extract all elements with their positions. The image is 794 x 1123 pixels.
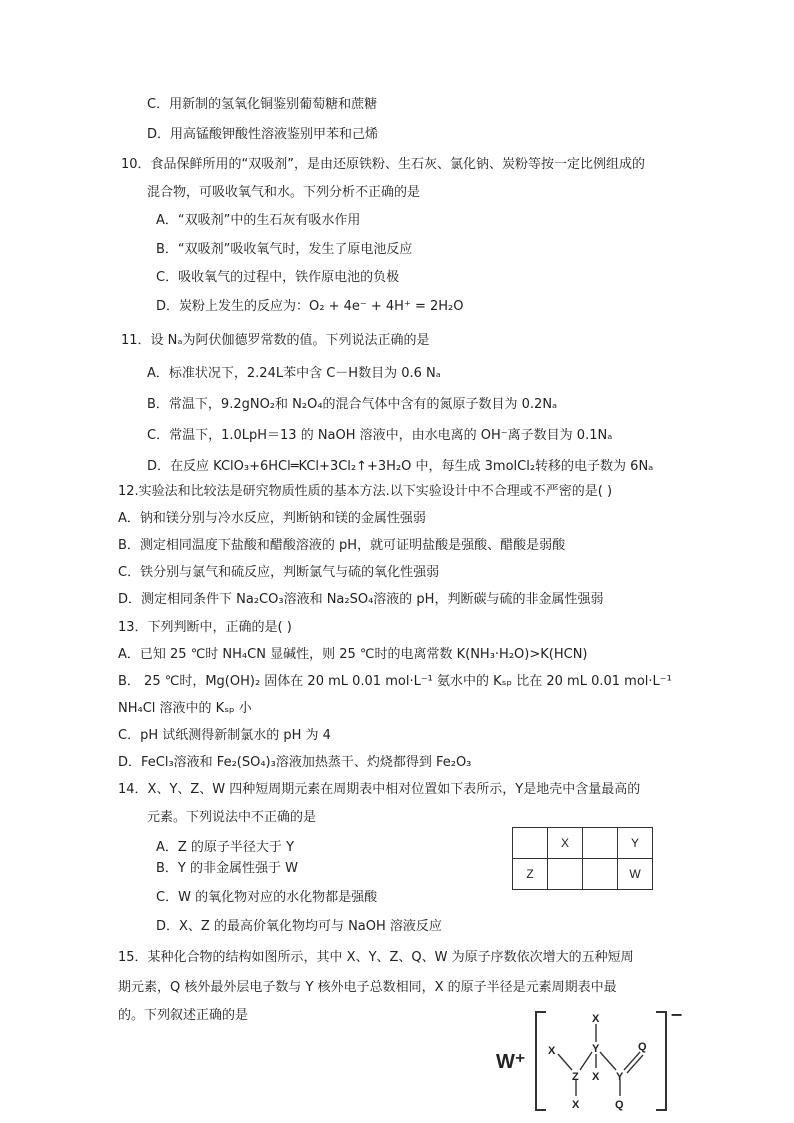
atom-x-bottom: X xyxy=(572,1099,580,1111)
q13-stem: 13．下列判断中，正确的是( ) xyxy=(118,620,292,635)
table-cell: Z xyxy=(513,859,548,890)
compound-structure-diagram xyxy=(490,1008,690,1116)
atom-y-right: Y xyxy=(616,1071,624,1083)
table-cell xyxy=(548,859,583,890)
q12-stem: 12.实验法和比较法是研究物质性质的基本方法.以下实验设计中不合理或不严密的是( ) xyxy=(118,484,613,499)
q12-option-c: C．铁分别与氯气和硫反应，判断氯气与硫的氧化性强弱 xyxy=(118,565,440,580)
q11-option-b: B．常温下，9.2gNO₂和 N₂O₄的混合气体中含有的氮原子数目为 0.2Nₐ xyxy=(147,397,558,412)
q12-option-d: D．测定相同条件下 Na₂CO₃溶液和 Na₂SO₄溶液的 pH，判断碳与硫的非金属性强弱 xyxy=(118,592,604,607)
atom-x-top: X xyxy=(592,1013,600,1025)
table-cell xyxy=(583,859,618,890)
q14-option-a: A．Z 的原子半径大于 Y xyxy=(156,840,295,855)
q10-option-a: A．“双吸剂”中的生石灰有吸水作用 xyxy=(156,213,361,228)
table-row xyxy=(513,859,653,890)
table-row xyxy=(513,828,653,859)
q10-option-d: D．炭粉上发生的反应为：O₂ + 4e⁻ + 4H⁺ = 2H₂O xyxy=(156,299,464,314)
table-cell xyxy=(513,828,548,859)
q11-stem: 11．设 Nₐ为阿伏伽德罗常数的值。下列说法正确的是 xyxy=(121,333,430,348)
bond xyxy=(558,1054,572,1070)
q9-option-c: C．用新制的氢氧化铜鉴别葡萄糖和蔗糖 xyxy=(147,97,378,112)
q13-option-c: C．pH 试纸测得新制氯水的 pH 为 4 xyxy=(118,728,331,743)
q14-stem-line2: 元素。下列说法中不正确的是 xyxy=(147,810,317,825)
table-cell: W xyxy=(618,859,653,890)
atom-y-center: Y xyxy=(592,1043,600,1055)
q10-option-c: C．吸收氧气的过程中，铁作原电池的负极 xyxy=(156,270,400,285)
q15-stem-line1: 15．某种化合物的结构如图所示，其中 X、Y、Z、Q、W 为原子序数依次增大的五种短周 xyxy=(118,950,634,965)
q13-option-b-line2: NH₄Cl 溶液中的 Kₛₚ 小 xyxy=(118,701,252,716)
q10-stem-line2: 混合物，可吸收氧气和水。下列分析不正确的是 xyxy=(147,185,421,200)
table-cell xyxy=(583,828,618,859)
q12-option-a: A．钠和镁分别与冷水反应，判断钠和镁的金属性强弱 xyxy=(118,511,426,526)
q13-option-a: A．已知 25 ℃时 NH₄CN 显碱性，则 25 ℃时的电离常数 K(NH₃·H₂O)>K(HCN) xyxy=(118,647,588,662)
q14-option-b: B．Y 的非金属性强于 W xyxy=(156,861,298,876)
q11-option-d: D．在反应 KClO₃+6HCl═KCl+3Cl₂↑+3H₂O 中，每生成 3molCl₂转移的电子数为 6Nₐ xyxy=(147,459,654,474)
table-cell: Y xyxy=(618,828,653,859)
q13-option-d: D．FeCl₃溶液和 Fe₂(SO₄)₃溶液加热蒸干、灼烧都得到 Fe₂O₃ xyxy=(118,755,472,770)
q13-option-b-line1: B． 25 ℃时，Mg(OH)₂ 固体在 20 mL 0.01 mol·L⁻¹ 氨水中的 Kₛₚ 比在 20 mL 0.01 mol·L⁻¹ xyxy=(118,674,672,689)
q14-option-c: C．W 的氧化物对应的水化物都是强酸 xyxy=(156,890,378,905)
q10-option-b: B．“双吸剂”吸收氧气时，发生了原电池反应 xyxy=(156,242,413,257)
right-bracket xyxy=(656,1012,666,1110)
anion-charge: − xyxy=(670,1008,684,1024)
atom-z: Z xyxy=(572,1071,579,1083)
cation-label: W⁺ xyxy=(496,1051,526,1073)
table-cell: X xyxy=(548,828,583,859)
periodic-table-fragment xyxy=(512,827,653,890)
atom-x-middle: X xyxy=(592,1071,600,1083)
q15-stem-line2: 期元素，Q 核外最外层电子数与 Y 核外电子总数相同，X 的原子半径是元素周期表中最 xyxy=(118,980,617,995)
q11-option-c: C．常温下，1.0LpH＝13 的 NaOH 溶液中，由水电离的 OH⁻离子数目为 0.1Nₐ xyxy=(147,428,613,443)
atom-q-top: Q xyxy=(638,1041,647,1053)
q14-option-d: D．X、Z 的最高价氧化物均可与 NaOH 溶液反应 xyxy=(156,919,442,934)
atom-x-left: X xyxy=(548,1045,556,1057)
q9-option-d: D．用高锰酸钾酸性溶液鉴别甲苯和己烯 xyxy=(147,127,379,142)
q15-stem-line3: 的。下列叙述正确的是 xyxy=(118,1008,249,1023)
q12-option-b: B．测定相同温度下盐酸和醋酸溶液的 pH，就可证明盐酸是强酸、醋酸是弱酸 xyxy=(118,538,566,553)
q10-stem-line1: 10．食品保鲜所用的“双吸剂”，是由还原铁粉、生石灰、氯化钠、炭粉等按一定比例组成的 xyxy=(121,157,646,172)
left-bracket xyxy=(536,1012,546,1110)
atom-q-bottom: Q xyxy=(615,1099,624,1111)
bond xyxy=(600,1052,616,1070)
q11-option-a: A．标准状况下，2.24L苯中含 C－H数目为 0.6 Nₐ xyxy=(147,366,441,381)
bond xyxy=(580,1052,592,1070)
q14-stem-line1: 14．X、Y、Z、W 四种短周期元素在周期表中相对位置如下表所示，Y是地壳中含量最高的 xyxy=(118,782,641,797)
